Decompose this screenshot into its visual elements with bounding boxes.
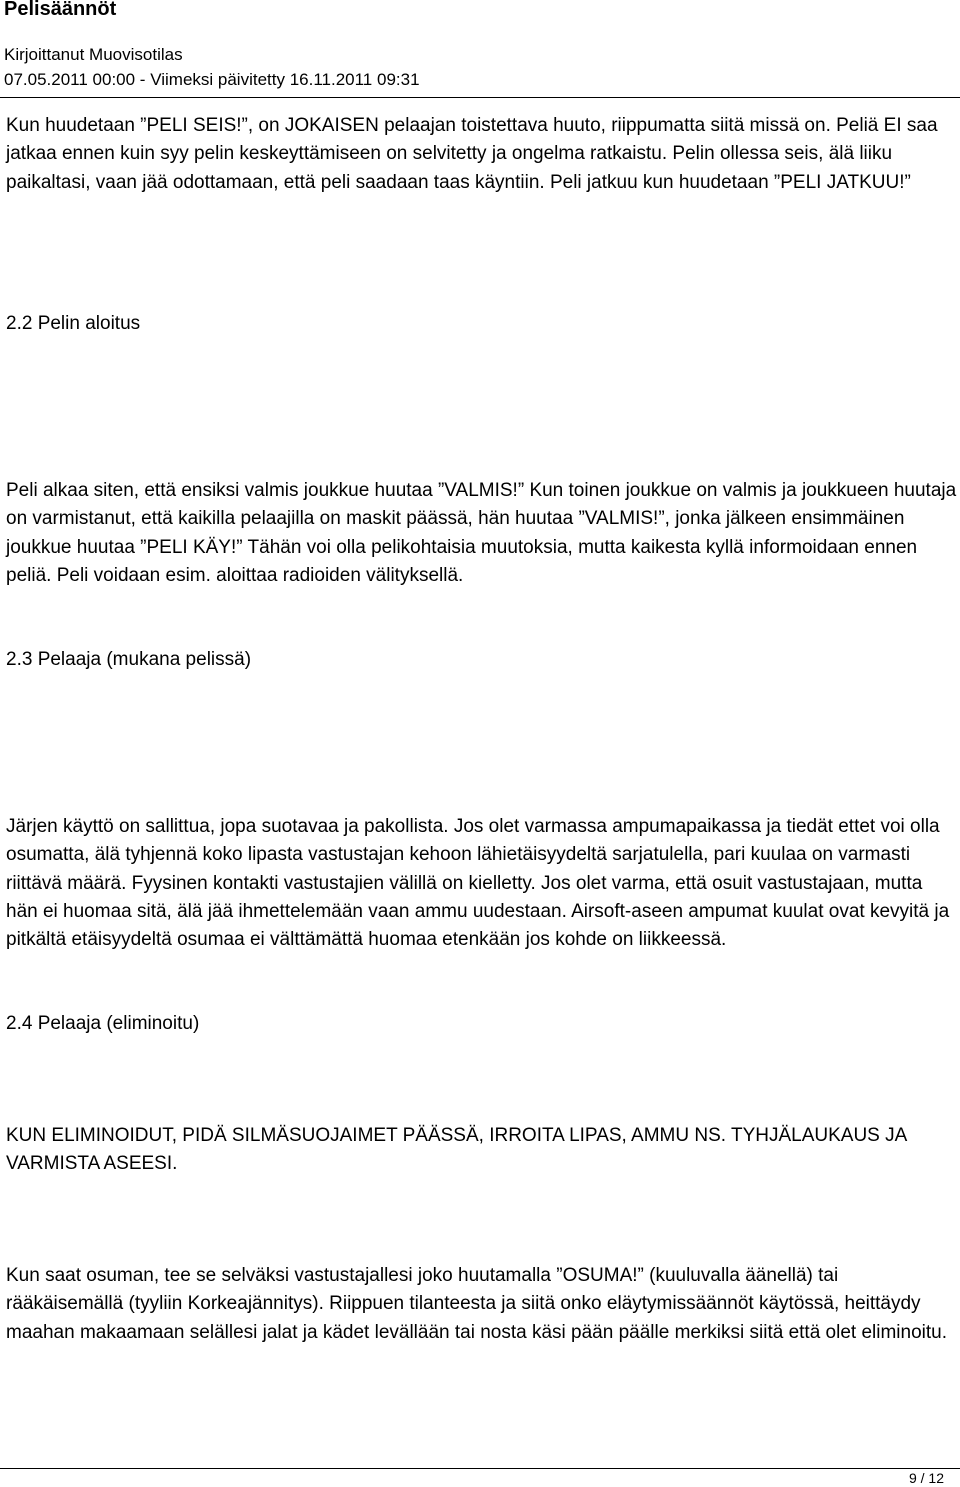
page-number: 9 / 12 (908, 1470, 944, 1486)
paragraph-intro: Kun huudetaan ”PELI SEIS!”, on JOKAISEN pelaajan toistettava huuto, riippumatta siitä missä on. Peliä EI saa jatkaa ennen kuin syy pelin keskeyttämiseen on selvitetty ja ongelma ratkaistu. Pelin ollessa seis, älä liiku paikaltasi, vaan jää odottamaan, että peli saadaan taas käyntiin. Peli jatkuu kun huudetaan ”PELI JATKUU!” (6, 115, 938, 193)
header-divider (0, 97, 960, 98)
section-heading-2-2: 2.2 Pelin aloitus (6, 313, 141, 334)
author-line: Kirjoittanut Muovisotilas (4, 45, 183, 64)
date-line: 07.05.2011 00:00 - Viimeksi päivitetty 16.11.2011 09:31 (4, 70, 420, 89)
paragraph-2-3: Järjen käyttö on sallittua, jopa suotavaa ja pakollista. Jos olet varmassa ampumapaikassa ja tiedät ettet voi olla osumatta, älä tyhjennä koko lipasta vastustajan kehoon lähietäisyydeltä sarjatulella, pari kuulaa on varmasti riittävä määrä. Fyysinen kontakti vastustajien välillä on kielletty. Jos olet varma, että osuit vastustajaan, mutta hän ei huomaa sitä, älä jää ihmettelemään vaan ammu uudestaan. Airsoft-aseen ampumat kuulat ovat kevyitä ja pitkältä etäisyydeltä osumaa ei välttämättä huomaa etenkään jos kohde on liikkeessä. (6, 816, 950, 951)
paragraph-2-4-caps: KUN ELIMINOIDUT, PIDÄ SILMÄSUOJAIMET PÄÄSSÄ, IRROITA LIPAS, AMMU NS. TYHJÄLAUKAUS JA VARMISTA ASEESI. (6, 1125, 907, 1175)
section-heading-2-4: 2.4 Pelaaja (eliminoitu) (6, 1013, 200, 1034)
page-title: Pelisäännöt (4, 0, 117, 20)
footer-divider (0, 1468, 960, 1469)
paragraph-2-2: Peli alkaa siten, että ensiksi valmis joukkue huutaa ”VALMIS!” Kun toinen joukkue on valmis ja joukkueen huutaja on varmistanut, että kaikilla pelaajilla on maskit päässä, hän huutaa ”VALMIS!”, jonka jälkeen ensimmäinen joukkue huutaa ”PELI KÄY!” Tähän voi olla pelikohtaisia muutoksia, mutta kaikesta kyllä informoidaan ennen peliä. Peli voidaan esim. aloittaa radioiden välityksellä. (6, 480, 957, 586)
section-heading-2-3: 2.3 Pelaaja (mukana pelissä) (6, 649, 252, 670)
paragraph-2-4: Kun saat osuman, tee se selväksi vastustajallesi joko huutamalla ”OSUMA!” (kuuluvalla äänellä) tai rääkäisemällä (tyyliin Korkeajännitys). Riippuen tilanteesta ja siitä onko eläytymissäännöt käytössä, heittäydy maahan makaamaan selällesi jalat ja kädet levällään tai nosta käsi pään päälle merkiksi siitä että olet eliminoitu. (6, 1265, 948, 1343)
